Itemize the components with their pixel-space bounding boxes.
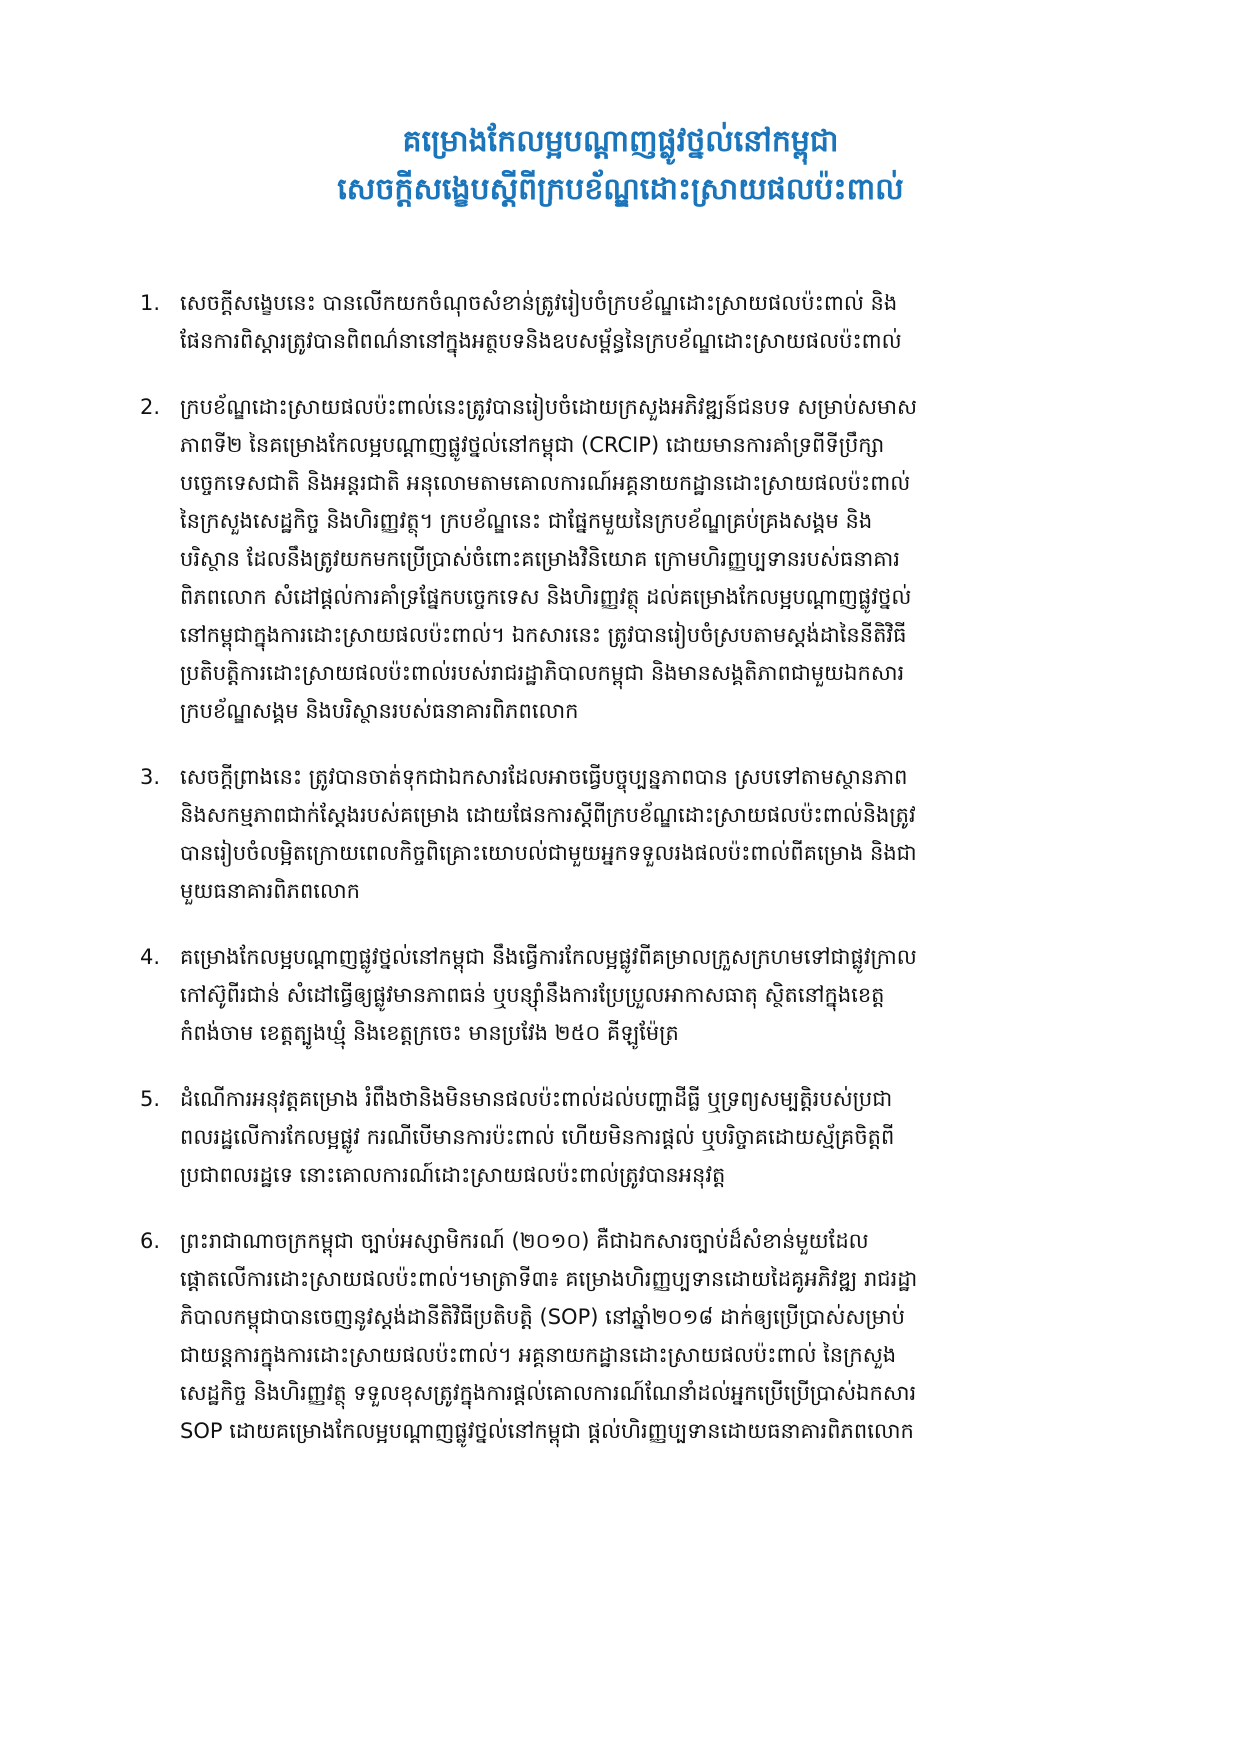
title-line-1: គម្រោងកែលម្អបណ្ដាញផ្លូវថ្នល់នៅកម្ពុជា xyxy=(402,124,839,159)
item-number: 6. xyxy=(140,1229,161,1253)
item-text: សេចក្ដីសង្ខេបនេះ បានលើកយកចំណុចសំខាន់ត្រូវរៀបចំក្របខ័ណ្ឌដោះស្រាយផលប៉ះពាល់ និង ផែនការពិស្ដារត្រូវបានពិពណ៌នានៅក្នុងអត្ថបទនិងឧបសម្ព័ន្ធនៃក្របខ័ណ្ឌដោះស្រាយផលប៉ះពាល់ xyxy=(180,291,902,353)
item-text: ព្រះរាជាណាចក្រកម្ពុជា ច្បាប់អស្សាមិករណ៍ (២០១០) គឺជាឯកសារច្បាប់ដ៏សំខាន់មួយដែល ផ្ដោតលើការដោះស្រាយផលប៉ះពាល់។មាត្រាទី៣៖ គម្រោងហិរញ្ញប្បទានដោយដៃគូអភិវឌ្ឍ រាជរដ្ឋា ភិបាលកម្ពុជាបានចេញនូវស្តង់ដានីតិវិធីប្រតិបត្តិ (SOP) នៅឆ្នាំ២០១៨ ដាក់ឲ្យប្រើប្រាស់សម្រាប់ ជាយន្តការក្នុងការដោះស្រាយផលប៉ះពាល់។ អគ្គនាយកដ្ឋានដោះស្រាយផលប៉ះពាល់ នៃក្រសួង សេដ្ឋកិច្ច និងហិរញ្ញវត្ថុ ទទួលខុសត្រូវក្នុងការផ្ដល់គោលការណ៍ណែនាំដល់អ្នកប្រើប្រើប្រាស់ឯកសារ SOP ដោយគម្រោងកែលម្អបណ្ដាញផ្លូវថ្នល់នៅកម្ពុជា ផ្ដល់ហិរញ្ញប្បទានដោយធនាគារពិភពលោក xyxy=(180,1229,918,1443)
item-number: 5. xyxy=(140,1087,161,1111)
title-line-2: សេចក្ដីសង្ខេបស្ដីពីក្របខ័ណ្ឌដោះស្រាយផលប៉ះពាល់ xyxy=(337,172,904,207)
item-text: ដំណើការអនុវត្តគម្រោង រំពឹងថានិងមិនមានផលប៉ះពាល់ដល់បញ្ហាដីធ្លី ឬទ្រព្យសម្បត្តិរបស់ប្រជា ពលរដ្ឋលើការកែលម្អផ្លូវ ករណីបើមានការប៉ះពាល់ ហើយមិនការផ្ដល់ ឬបរិច្ចាគដោយស្ម័គ្រចិត្តពី ប្រជាពលរដ្ឋទេ នោះគោលការណ៍ដោះស្រាយផលប៉ះពាល់ត្រូវបានអនុវត្ត xyxy=(180,1087,895,1187)
list-item xyxy=(140,1080,1125,1194)
list-item xyxy=(140,1222,1125,1450)
item-number: 1. xyxy=(140,291,161,315)
list-item xyxy=(140,284,1125,360)
list-item xyxy=(140,938,1125,1052)
item-number: 2. xyxy=(140,395,161,419)
list-item xyxy=(140,758,1125,910)
item-number: 4. xyxy=(140,945,161,969)
list-item xyxy=(140,388,1125,730)
document-title xyxy=(0,118,1241,214)
item-text: សេចក្ដីព្រាងនេះ ត្រូវបានចាត់ទុកជាឯកសារដែលអាចធ្វើបច្ចុប្បន្នភាពបាន ស្របទៅតាមស្ថានភាព និងសកម្មភាពជាក់ស្ដែងរបស់គម្រោង ដោយផែនការស្ដីពីក្របខ័ណ្ឌដោះស្រាយផលប៉ះពាល់និងត្រូវ បានរៀបចំលម្អិតក្រោយពេលកិច្ចពិគ្រោះយោបល់ជាមួយអ្នកទទួលរងផលប៉ះពាល់ពីគម្រោង និងជា មួយធនាគារពិភពលោក xyxy=(180,765,917,903)
item-text: ក្របខ័ណ្ឌដោះស្រាយផលប៉ះពាល់នេះត្រូវបានរៀបចំដោយក្រសួងអភិវឌ្ឍន៍ជនបទ សម្រាប់សមាស ភាពទី២ នៃគម្រោងកែលម្អបណ្ដាញផ្លូវថ្នល់នៅកម្ពុជា (CRCIP) ដោយមានការគាំទ្រពីទីប្រឹក្សា បច្ចេកទេសជាតិ និងអន្តរជាតិ អនុលោមតាមគោលការណ៍អគ្គនាយកដ្ឋានដោះស្រាយផលប៉ះពាល់ នៃក្រសួងសេដ្ឋកិច្ច និងហិរញ្ញវត្ថុ។ ក្របខ័ណ្ឌនេះ ជាផ្នែកមួយនៃក្របខ័ណ្ឌគ្រប់គ្រងសង្គម និង បរិស្ថាន ដែលនឹងត្រូវយកមកប្រើប្រាស់ចំពោះគម្រោងវិនិយោគ ក្រោមហិរញ្ញប្បទានរបស់ធនាគារ ពិភពលោក សំដៅផ្ដល់ការគាំទ្រផ្នែកបច្ចេកទេស និងហិរញ្ញវត្ថុ ដល់គម្រោងកែលម្អបណ្ដាញផ្លូវថ្នល់ នៅកម្ពុជាក្នុងការដោះស្រាយផលប៉ះពាល់។ ឯកសារនេះ ត្រូវបានរៀបចំស្របតាមស្តង់ដានៃនីតិវិធី ប្រតិបត្តិការដោះស្រាយផលប៉ះពាល់របស់រាជរដ្ឋាភិបាលកម្ពុជា និងមានសង្គតិភាពជាមួយឯកសារ ក្របខ័ណ្ឌសង្គម និងបរិស្ថានរបស់ធនាគារពិភពលោក xyxy=(180,395,917,723)
item-number: 3. xyxy=(140,765,161,789)
item-text: គម្រោងកែលម្អបណ្ដាញផ្លូវថ្នល់នៅកម្ពុជា នឹងធ្វើការកែលម្អផ្លូវពីគម្រាលក្រួសក្រហមទៅជាផ្លូវក្រាល កៅស៊ូពីរជាន់ សំដៅធ្វើឲ្យផ្លូវមានភាពធន់ ឬបន្សុាំនឹងការប្រែប្រួលអាកាសធាតុ ស្ថិតនៅក្នុងខេត្ត កំពង់ចាម ខេត្តត្បូងឃ្មុំ និងខេត្តក្រចេះ មានប្រវែង ២៥០ គីឡូម៉ែត្រ xyxy=(180,945,917,1045)
numbered-list xyxy=(140,284,1125,1478)
